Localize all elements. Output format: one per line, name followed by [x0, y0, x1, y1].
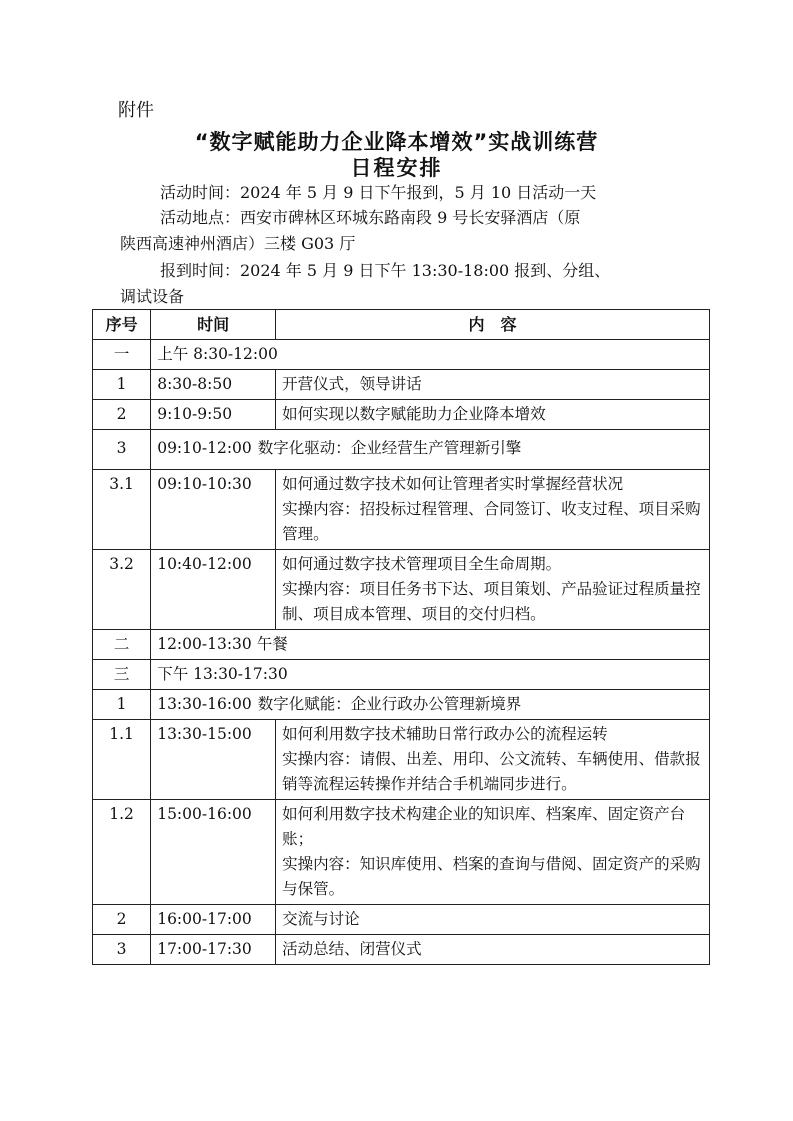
row-seq: 2: [93, 905, 151, 935]
checkin-time-line2: 调试设备: [120, 287, 185, 306]
row-content: 活动总结、闭营仪式: [276, 935, 710, 965]
row-content: [276, 470, 710, 550]
checkin-time: [120, 258, 710, 310]
row-content: 交流与讨论: [276, 905, 710, 935]
row-content-line: 实操内容：项目任务书下达、项目策划、产品验证过程质量控制、项目成本管理、项目的交付归档。: [282, 580, 701, 623]
table-row: [93, 400, 710, 430]
row-session: 上午 8:30-12:00: [151, 340, 710, 370]
table-row: [93, 660, 710, 690]
table-row: [93, 690, 710, 720]
table-row: [93, 630, 710, 660]
row-time: 09:10-12:00: [157, 439, 252, 457]
row-time: 9:10-9:50: [151, 400, 276, 430]
table-header-row: [93, 310, 710, 340]
row-time: 13:30-15:00: [151, 720, 276, 800]
row-time: 15:00-16:00: [151, 800, 276, 905]
activity-location-line2: 陕西高速神州酒店）三楼 G03 厅: [120, 234, 356, 253]
row-seq: 1.1: [93, 720, 151, 800]
row-content: [276, 550, 710, 630]
row-seq: 3.2: [93, 550, 151, 630]
row-content-line: 如何利用数字技术辅助日常行政办公的流程运转: [282, 725, 608, 743]
header-content: 内 容: [276, 310, 710, 340]
row-session: 12:00-13:30 午餐: [151, 630, 710, 660]
row-time: 16:00-17:00: [151, 905, 276, 935]
document-subtitle: 日程安排: [350, 156, 443, 180]
row-seq: 1: [93, 690, 151, 720]
row-content-line: 如何通过数字技术如何让管理者实时掌握经营状况: [282, 475, 624, 493]
row-seq: 一: [93, 340, 151, 370]
row-content: 如何实现以数字赋能助力企业降本增效: [276, 400, 710, 430]
row-content: 数字化赋能：企业行政办公管理新境界: [257, 695, 522, 713]
header-seq: 序号: [93, 310, 151, 340]
checkin-time-line1: 报到时间：2024 年 5 月 9 日下午 13:30-18:00 报到、分组、: [160, 261, 611, 280]
header-time: 时间: [151, 310, 276, 340]
table-row: [93, 720, 710, 800]
table-row: [93, 935, 710, 965]
row-time: 8:30-8:50: [151, 370, 276, 400]
row-content: [276, 800, 710, 905]
row-content-line: 实操内容：招投标过程管理、合同签订、收支过程、项目采购管理。: [282, 500, 701, 543]
row-content-line: 如何利用数字技术构建企业的知识库、档案库、固定资产台账；: [282, 805, 686, 848]
row-seq: 3: [93, 430, 151, 470]
row-session: 下午 13:30-17:30: [151, 660, 710, 690]
table-row: [93, 340, 710, 370]
schedule-table: [92, 309, 710, 965]
table-row: [93, 905, 710, 935]
row-time-content: [151, 690, 710, 720]
document-title: “数字赋能助力企业降本增效”实战训练营: [194, 130, 599, 154]
activity-time: [120, 180, 710, 206]
row-time: 10:40-12:00: [151, 550, 276, 630]
table-row: [93, 430, 710, 470]
table-row: [93, 800, 710, 905]
row-time-content: [151, 430, 710, 470]
row-content: [276, 720, 710, 800]
activity-time-text: 活动时间：2024 年 5 月 9 日下午报到，5 月 10 日活动一天: [160, 183, 597, 202]
row-time: 09:10-10:30: [151, 470, 276, 550]
activity-location-line1: 活动地点：西安市碑林区环城东路南段 9 号长安驿酒店（原: [160, 208, 581, 227]
row-content: 数字化驱动：企业经营生产管理新引擎: [257, 439, 522, 457]
activity-location: [120, 205, 710, 257]
row-seq: 3.1: [93, 470, 151, 550]
row-seq: 二: [93, 630, 151, 660]
table-row: [93, 370, 710, 400]
row-content: 开营仪式，领导讲话: [276, 370, 710, 400]
row-seq: 2: [93, 400, 151, 430]
row-time: 13:30-16:00: [157, 695, 252, 713]
row-seq: 1.2: [93, 800, 151, 905]
row-content-line: 实操内容：请假、出差、用印、公文流转、车辆使用、借款报销等流程运转操作并结合手机端同步进行。: [282, 750, 701, 793]
table-row: [93, 470, 710, 550]
attachment-label: 附件: [118, 100, 154, 121]
row-seq: 1: [93, 370, 151, 400]
row-content-line: 实操内容：知识库使用、档案的查询与借阅、固定资产的采购与保管。: [282, 855, 701, 898]
row-seq: 3: [93, 935, 151, 965]
row-content-line: 如何通过数字技术管理项目全生命周期。: [282, 555, 562, 573]
row-time: 17:00-17:30: [151, 935, 276, 965]
table-row: [93, 550, 710, 630]
row-seq: 三: [93, 660, 151, 690]
